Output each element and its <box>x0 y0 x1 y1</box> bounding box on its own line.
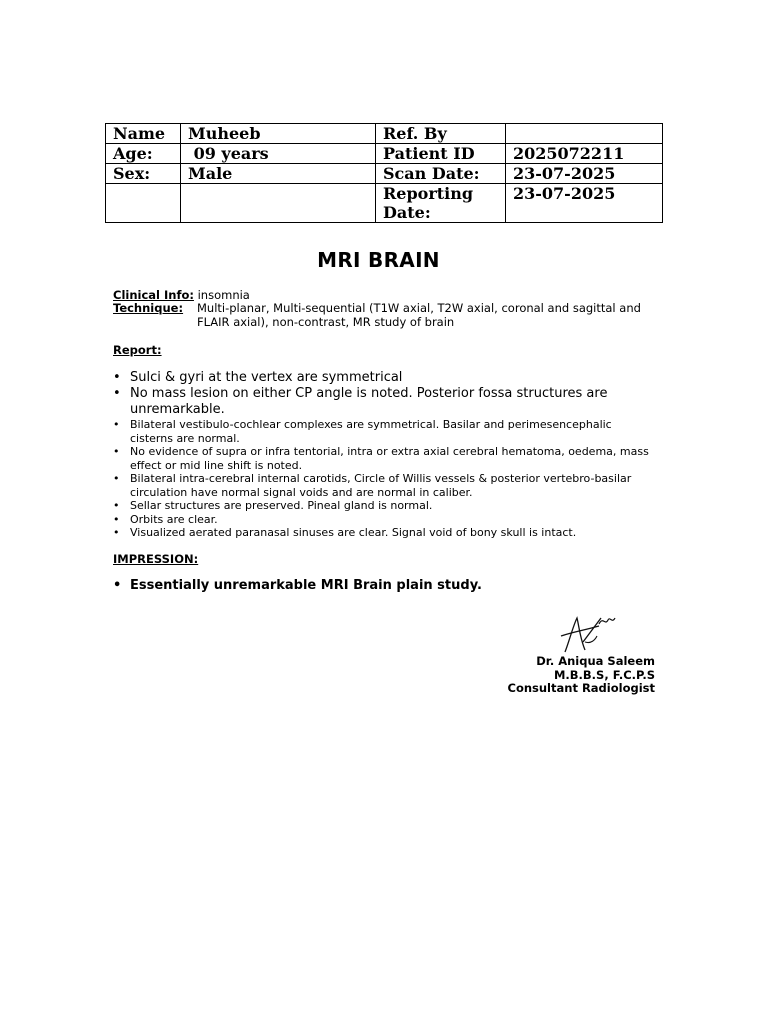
table-row <box>106 124 663 144</box>
sex-label: Sex: <box>106 164 181 184</box>
empty-cell <box>181 184 376 223</box>
list-item: • Orbits are clear. <box>113 512 218 526</box>
clinical-info-label: Clinical Info: <box>113 288 194 302</box>
list-item: • No mass lesion on either CP angle is noted. Posterior fossa structures are unremarkable. <box>113 386 608 417</box>
ref-by-value <box>506 124 663 144</box>
list-item: • Visualized aerated paranasal sinuses are clear. Signal void of bony skull is intact. <box>113 526 577 539</box>
table-row <box>106 144 663 164</box>
bullet-icon: • <box>113 512 120 526</box>
table-row <box>106 164 663 184</box>
report-title: MRI BRAIN <box>317 248 440 272</box>
list-item: • No evidence of supra or infra tentorial, intra or extra axial cerebral hematoma, oedema, mass effect or mid line shift is noted. <box>113 445 649 472</box>
empty-cell <box>106 184 181 223</box>
bullet-icon: • <box>113 578 122 593</box>
age-value: 09 years <box>181 144 376 164</box>
findings-list <box>113 370 658 540</box>
sex-value: Male <box>181 164 376 184</box>
clinical-info <box>113 288 250 302</box>
table-row <box>106 184 663 223</box>
bullet-icon: • <box>113 472 120 485</box>
bullet-icon: • <box>113 386 121 401</box>
handwritten-signature <box>555 612 619 656</box>
bullet-icon: • <box>113 370 121 385</box>
bullet-icon: • <box>113 418 120 431</box>
technique-label: Technique: <box>113 301 184 315</box>
reporting-date-value: 23-07-2025 <box>506 184 663 223</box>
reporting-date-label: Reporting Date: <box>376 184 506 223</box>
signatory-block <box>508 655 656 696</box>
list-item: • Sellar structures are preserved. Pineal gland is normal. <box>113 499 433 512</box>
patient-id-label: Patient ID <box>376 144 506 164</box>
report-heading: Report: <box>113 343 162 357</box>
bullet-icon: • <box>113 445 120 458</box>
list-item <box>113 578 482 594</box>
impression-text: Essentially unremarkable MRI Brain plain study. <box>130 578 482 593</box>
signatory-name: Dr. Aniqua Saleem <box>536 654 655 668</box>
age-label: Age: <box>106 144 181 164</box>
technique-value: Multi-planar, Multi-sequential (T1W axial, T2W axial, coronal and sagittal and FLAIR axial), non-contrast, MR study of brain <box>197 301 641 329</box>
name-value: Muheeb <box>181 124 376 144</box>
scan-date-label: Scan Date: <box>376 164 506 184</box>
list-item: • Bilateral intra-cerebral internal carotids, Circle of Willis vessels & posterior vertebro-basilar circulation have normal signal voids and are normal in caliber. <box>113 472 632 499</box>
impression-heading: IMPRESSION: <box>113 552 199 566</box>
list-item: • Bilateral vestibulo-cochlear complexes are symmetrical. Basilar and perimesencephalic cisterns are normal. <box>113 418 612 445</box>
signatory-title: Consultant Radiologist <box>507 681 655 695</box>
bullet-icon: • <box>113 526 120 539</box>
bullet-icon: • <box>113 499 120 512</box>
ref-by-label: Ref. By <box>376 124 506 144</box>
clinical-info-value: insomnia <box>197 288 250 302</box>
patient-id-value: 2025072211 <box>506 144 663 164</box>
list-item: • Sulci & gyri at the vertex are symmetrical <box>113 370 403 385</box>
signatory-qualifications: M.B.B.S, F.C.P.S <box>553 667 655 682</box>
scan-date-value: 23-07-2025 <box>506 164 663 184</box>
name-label: Name <box>106 124 181 144</box>
impression-list <box>113 578 482 594</box>
patient-info-table <box>105 123 663 223</box>
